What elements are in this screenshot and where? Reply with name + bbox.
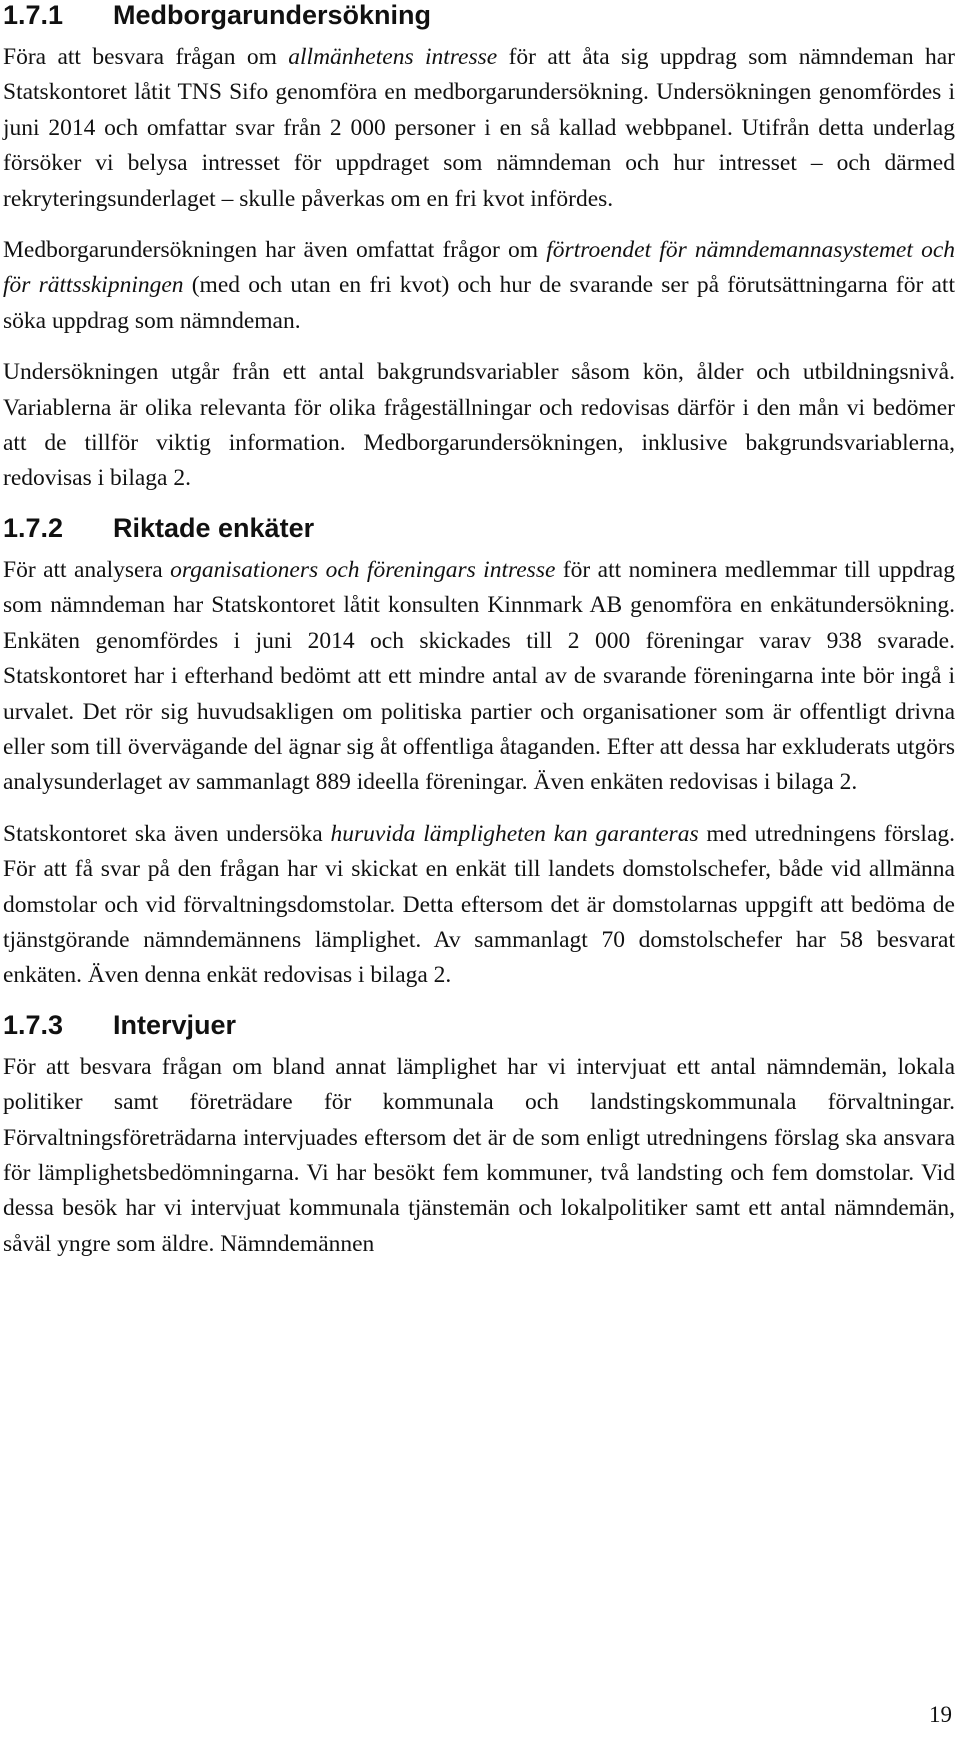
text-run: Statskontoret ska även undersöka [3,820,331,847]
section-heading [3,1010,955,1050]
section-1-7-3 [3,1010,955,1262]
text-run: med utredningens förslag. För att få svar på den frågan har vi skickat en enkät till landets domstolschefer, både vid allmänna domstolar och vid förvaltningsdomstolar. Detta eftersom det är domstolarnas uppgift att bedöma de tjänstgörande nämndemännens lämplighet. Av sammanlagt 70 domstolschefer har 58 besvarat enkäten. Även denna enkät redovisas i bilaga 2. [3,820,955,989]
section-title: Intervjuer [113,1009,237,1040]
paragraph [3,355,955,497]
text-run-italic: allmänhetens intresse [288,44,498,70]
paragraph [3,40,955,217]
text-run: Medborgarundersökningen har även omfattat frågor om [3,237,547,264]
text-run-italic: huruvida lämpligheten kan garanteras [330,820,699,847]
section-number: 1.7.3 [3,1009,64,1040]
text-run: för att nominera medlemmar till uppdrag som nämndeman har Statskontoret låtit konsulten Kinnmark AB genomföra en enkätundersökning. Enkäten genomfördes i juni 2014 och skickades till 2 000 föreningar varav 938 svarade. Statskontoret har i efterhand bedömt att ett mindre antal av de svarande föreningarna inte bör ingå i urvalet. Det rör sig huvudsakligen om politiska partier och organisationer som är offentligt drivna eller som till övervägande del ägnar sig åt offentliga åtaganden. Efter att dessa har exkluderats utgörs analysunderlaget av sammanlagt 889 ideella föreningar. Även enkäten redovisas i bilaga 2. [3,556,955,796]
section-number: 1.7.2 [3,512,64,543]
section-heading [3,513,955,553]
text-run: För att analysera [3,556,171,583]
page-number: 19 [929,1702,952,1727]
section-number: 1.7.1 [3,0,64,30]
paragraph [3,233,955,339]
section-heading [3,0,955,40]
section-title: Medborgarundersökning [113,0,432,30]
text-run: för att åta sig uppdrag som nämndeman har Statskontoret låtit TNS Sifo genomföra en medborgarundersökning. Undersökningen genomfördes i juni 2014 och omfattar svar från 2 000 personer i en så kallad webbpanel. Utifrån detta underlag försöker vi belysa intresset för uppdraget som nämndeman och hur intresset – och därmed rekryteringsunderlaget – skulle påverkas om en fri kvot infördes. [3,44,956,212]
page-content [3,0,955,1278]
section-1-7-2 [3,513,955,994]
paragraph [3,817,955,994]
text-run: (med och utan en fri kvot) och hur de svarande ser på förutsättningarna för att söka uppdrag som nämndeman. [3,272,955,334]
text-run-italic: organisationers och föreningars intresse [170,556,556,583]
section-1-7-1 [3,0,955,497]
text-run: Föra att besvara frågan om [3,44,289,70]
text-run: Undersökningen utgår från ett antal bakgrundsvariabler såsom kön, ålder och utbildningsnivå. Variablerna är olika relevanta för olika frågeställningar och redovisas därför i den mån vi bedömer att de tillför viktig information. Medborgarundersökningen, inklusive bakgrundsvariablerna, redovisas i bilaga 2. [3,359,955,492]
paragraph [3,1050,955,1262]
paragraph [3,553,955,801]
text-run: För att besvara frågan om bland annat lämplighet har vi intervjuat ett antal nämndemän, lokala politiker samt företrädare för kommunala och landstingskommunala förvaltningar. Förvaltningsföreträdarna intervjuades eftersom det är de som enligt utredningens förslag ska ansvara för lämplighetsbedömningarna. Vi har besökt fem kommuner, två landsting och fem domstolar. Vid dessa besök har vi intervjuat kommunala tjänstemän och lokalpolitiker samt ett antal nämndemän, såväl yngre som äldre. Nämndemännen [3,1053,955,1257]
section-title: Riktade enkäter [113,512,315,543]
text-run-italic: förtroendet för nämndemannasystemet och för rättsskipningen [3,237,955,299]
